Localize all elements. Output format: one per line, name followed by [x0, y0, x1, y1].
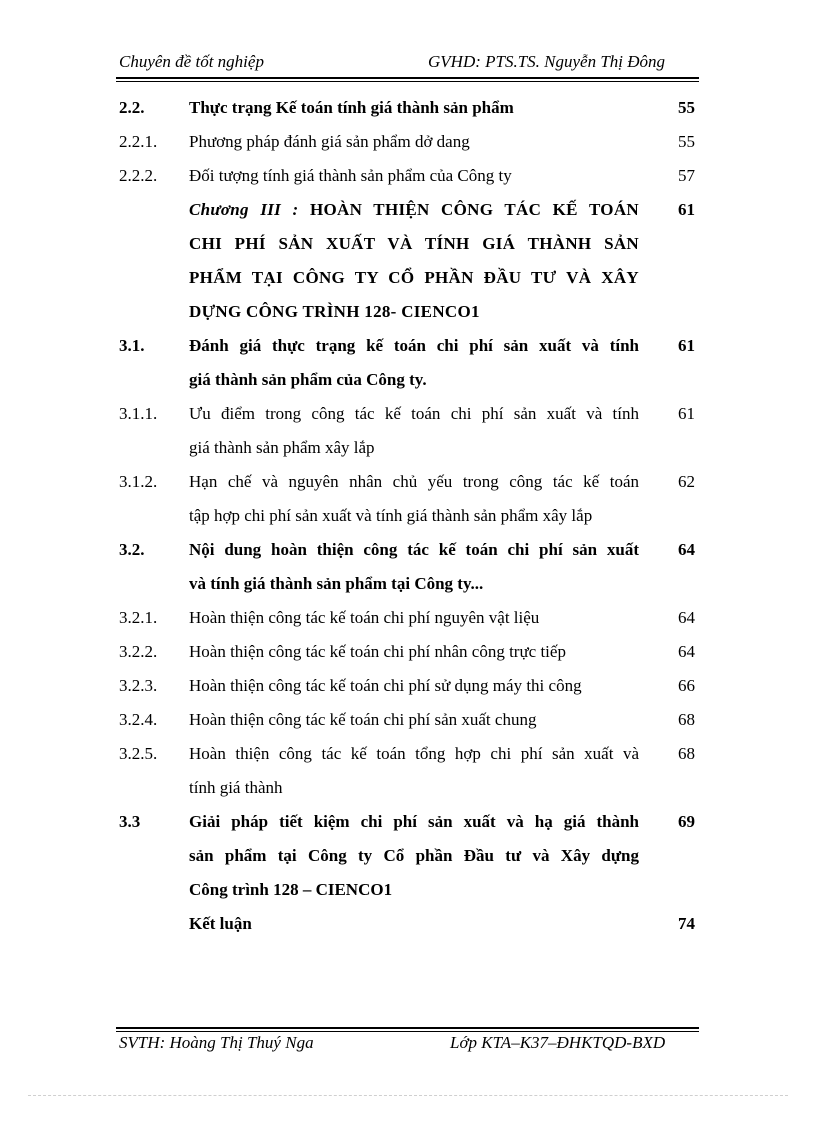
toc-entry-page: 68: [678, 710, 695, 729]
toc-entry-title-line: tập hợp chi phí sản xuất và tính giá thành sản phẩm xây lắp: [189, 506, 593, 525]
toc-entry-title-line: Kết luận: [189, 914, 252, 933]
toc-entry-title-line: giá thành sản phẩm xây lắp: [189, 438, 375, 457]
toc-entry-number: 2.2.1.: [119, 132, 158, 151]
toc-entry-page: 69: [678, 812, 695, 831]
toc-entry-title-line: Nội dung hoàn thiện công tác kế toán chi phí sản xuất: [189, 540, 639, 559]
toc-entry-title: [189, 601, 639, 635]
toc-entry-title-line: Đối tượng tính giá thành sản phẩm của Công ty: [189, 166, 512, 185]
footer-student: SVTH: Hoàng Thị Thuý Nga: [119, 1033, 314, 1052]
toc-entry-title-line: Hoàn thiện công tác kế toán chi phí nguyên vật liệu: [189, 608, 540, 627]
footer-class: Lớp KTA–K37–ĐHKTQD-BXD: [450, 1033, 666, 1052]
toc-entry-title: [189, 125, 639, 159]
toc-entry-number: 3.2.3.: [119, 676, 158, 695]
toc-entry-title-line: [189, 193, 639, 227]
toc-entry-title: [189, 91, 639, 125]
toc-entry-page: 61: [678, 336, 695, 355]
toc-entry-title-line: và tính giá thành sản phẩm tại Công ty...: [189, 574, 484, 593]
toc-entry-number: 3.1.1.: [119, 404, 158, 423]
toc-entry-number: 2.2.2.: [119, 166, 158, 185]
toc-entry-title: [189, 805, 639, 907]
toc-entry-number: 3.2.4.: [119, 710, 158, 729]
page-footer: [119, 1032, 699, 1056]
header-rule-thin: [116, 81, 699, 82]
toc-entry-title-line: Hoàn thiện công tác kế toán chi phí nhân công trực tiếp: [189, 642, 566, 661]
toc-entry-title: [189, 737, 639, 805]
toc-entry-title-line: Hoàn thiện công tác kế toán chi phí sử dụng máy thi công: [189, 676, 582, 695]
toc-entry-page: 61: [678, 404, 695, 423]
toc-entry-title-line: sản phẩm tại Công ty Cổ phần Đầu tư và Xây dựng: [189, 846, 639, 865]
toc-entry-page: 55: [678, 132, 695, 151]
toc-entry-page: 64: [678, 608, 695, 627]
toc-entry-title-line: giá thành sản phẩm của Công ty.: [189, 370, 427, 389]
toc-entry-number: 3.2.1.: [119, 608, 158, 627]
toc-entry-number: 2.2.: [119, 98, 145, 117]
toc-entry-page: 55: [678, 98, 695, 117]
toc-entry-title: [189, 533, 639, 601]
header-supervisor: GVHD: PTS.TS. Nguyễn Thị Đông: [428, 52, 666, 71]
toc-entry-title-line: PHẨM TẠI CÔNG TY CỔ PHẦN ĐẦU TƯ VÀ XÂY: [189, 268, 639, 287]
toc-entry-title: [189, 397, 639, 465]
toc-entry-title-line: Ưu điểm trong công tác kế toán chi phí sản xuất và tính: [189, 404, 639, 423]
toc-entry-title: [189, 465, 639, 533]
toc-entry-title-line: DỰNG CÔNG TRÌNH 128- CIENCO1: [189, 302, 480, 321]
toc-entry-title: [189, 193, 639, 329]
toc-entry-title: [189, 159, 639, 193]
toc-entry-page: 62: [678, 472, 695, 491]
toc-entry-number: 3.1.: [119, 336, 145, 355]
toc-entry-title-line: Giải pháp tiết kiệm chi phí sản xuất và hạ giá thành: [189, 812, 639, 831]
toc-entry-page: 66: [678, 676, 695, 695]
chapter-title-text: HOÀN THIỆN CÔNG TÁC KẾ TOÁN: [309, 200, 639, 219]
toc-entry-title: [189, 703, 639, 737]
header-rule: [116, 77, 699, 79]
toc-entry-title-line: Phương pháp đánh giá sản phẩm dở dang: [189, 132, 470, 151]
toc-entry-page: 61: [678, 200, 695, 219]
toc-entry-title-line: tính giá thành: [189, 778, 283, 797]
toc-entry-number: 3.3: [119, 812, 141, 831]
toc-entry-title: [189, 907, 639, 941]
toc-entry-number: 3.2.: [119, 540, 145, 559]
toc-entry-title-line: Hoàn thiện công tác kế toán tổng hợp chi phí sản xuất và: [189, 744, 639, 763]
footer-rule: [116, 1027, 699, 1029]
toc-entry-title-line: Thực trạng Kế toán tính giá thành sản phẩm: [189, 98, 514, 117]
page-edge: [28, 1095, 788, 1096]
toc-entry-number: 3.1.2.: [119, 472, 158, 491]
toc-entry-page: 57: [678, 166, 695, 185]
toc-entry-title-line: CHI PHÍ SẢN XUẤT VÀ TÍNH GIÁ THÀNH SẢN: [189, 234, 639, 253]
toc-entry-page: 64: [678, 540, 695, 559]
toc-entry-title-line: Hoàn thiện công tác kế toán chi phí sản xuất chung: [189, 710, 537, 729]
chapter-lead: Chương III :: [189, 200, 299, 219]
toc-entry-title: [189, 329, 639, 397]
header-document-type: Chuyên đề tốt nghiệp: [119, 52, 264, 71]
toc-entry-title-line: Hạn chế và nguyên nhân chủ yếu trong công tác kế toán: [189, 472, 639, 491]
toc-entry-page: 64: [678, 642, 695, 661]
toc-entry-title-line: Đánh giá thực trạng kế toán chi phí sản xuất và tính: [189, 336, 639, 355]
toc-entry-number: 3.2.5.: [119, 744, 158, 763]
page-header: [119, 50, 699, 74]
toc-entry-title: [189, 669, 639, 703]
toc-entry-page: 68: [678, 744, 695, 763]
toc-entry-title: [189, 635, 639, 669]
toc-entry-number: 3.2.2.: [119, 642, 158, 661]
toc-entry-page: 74: [678, 914, 695, 933]
toc-entry-title-line: Công trình 128 – CIENCO1: [189, 880, 393, 899]
